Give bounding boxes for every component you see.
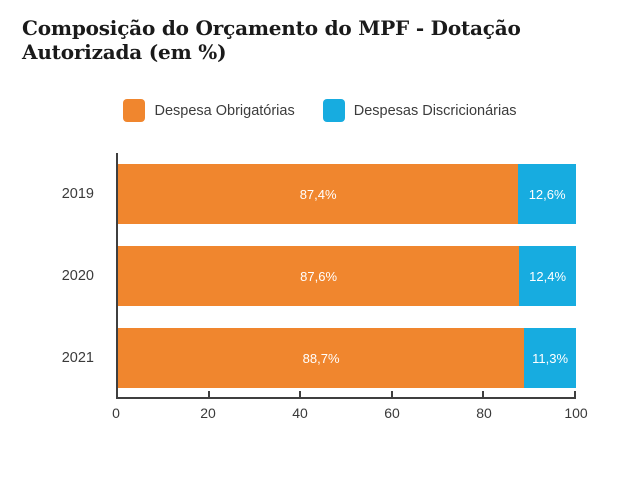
x-axis-tick [391,391,393,397]
bar-value-label: 87,6% [300,268,338,284]
x-axis-tick-label: 20 [200,405,216,421]
x-axis-tick-label: 0 [112,405,120,421]
x-axis-tick-label: 60 [384,405,400,421]
x-axis-tick-label: 100 [564,405,588,421]
bar-segment-discricionarias [519,246,576,306]
chart-title: Composição do Orçamento do MPF - Dotação Autorizada (em %) [22,16,521,64]
bar-row-2019 [61,164,576,224]
x-axis-tick [482,391,484,397]
x-axis-tick-label: 40 [292,405,308,421]
y-axis-label: 2019 [61,186,94,202]
x-axis-tick [574,391,576,397]
x-axis-tick [208,391,210,397]
bar-segment-discricionarias [518,164,576,224]
legend-swatch-blue [323,99,345,122]
bar-value-label: 87,4% [299,186,337,202]
legend-swatch-orange [123,99,145,122]
bar-value-label: 11,3% [532,350,569,366]
x-axis-labels [112,405,588,423]
bar-row-2020 [61,246,576,306]
legend [0,99,640,122]
y-axis-label: 2020 [61,268,94,284]
bar-segment-discricionarias [524,328,576,388]
bar-value-label: 88,7% [302,350,340,366]
bar-segment-obrigatorias [118,246,519,306]
y-axis-label: 2021 [61,350,94,366]
plot-area [61,153,576,399]
bar-row-2021 [61,328,576,388]
x-axis-tick-label: 80 [476,405,492,421]
bar-segment-obrigatorias [118,328,524,388]
bar-segment-obrigatorias [118,164,518,224]
x-axis-tick [299,391,301,397]
bar-value-label: 12,6% [528,186,566,202]
legend-item-obrigatorias [123,99,294,122]
legend-item-discricionarias [323,99,517,122]
legend-label: Despesas Discricionárias [353,102,517,119]
bar-value-label: 12,4% [529,268,567,284]
legend-label: Despesa Obrigatórias [154,102,295,119]
